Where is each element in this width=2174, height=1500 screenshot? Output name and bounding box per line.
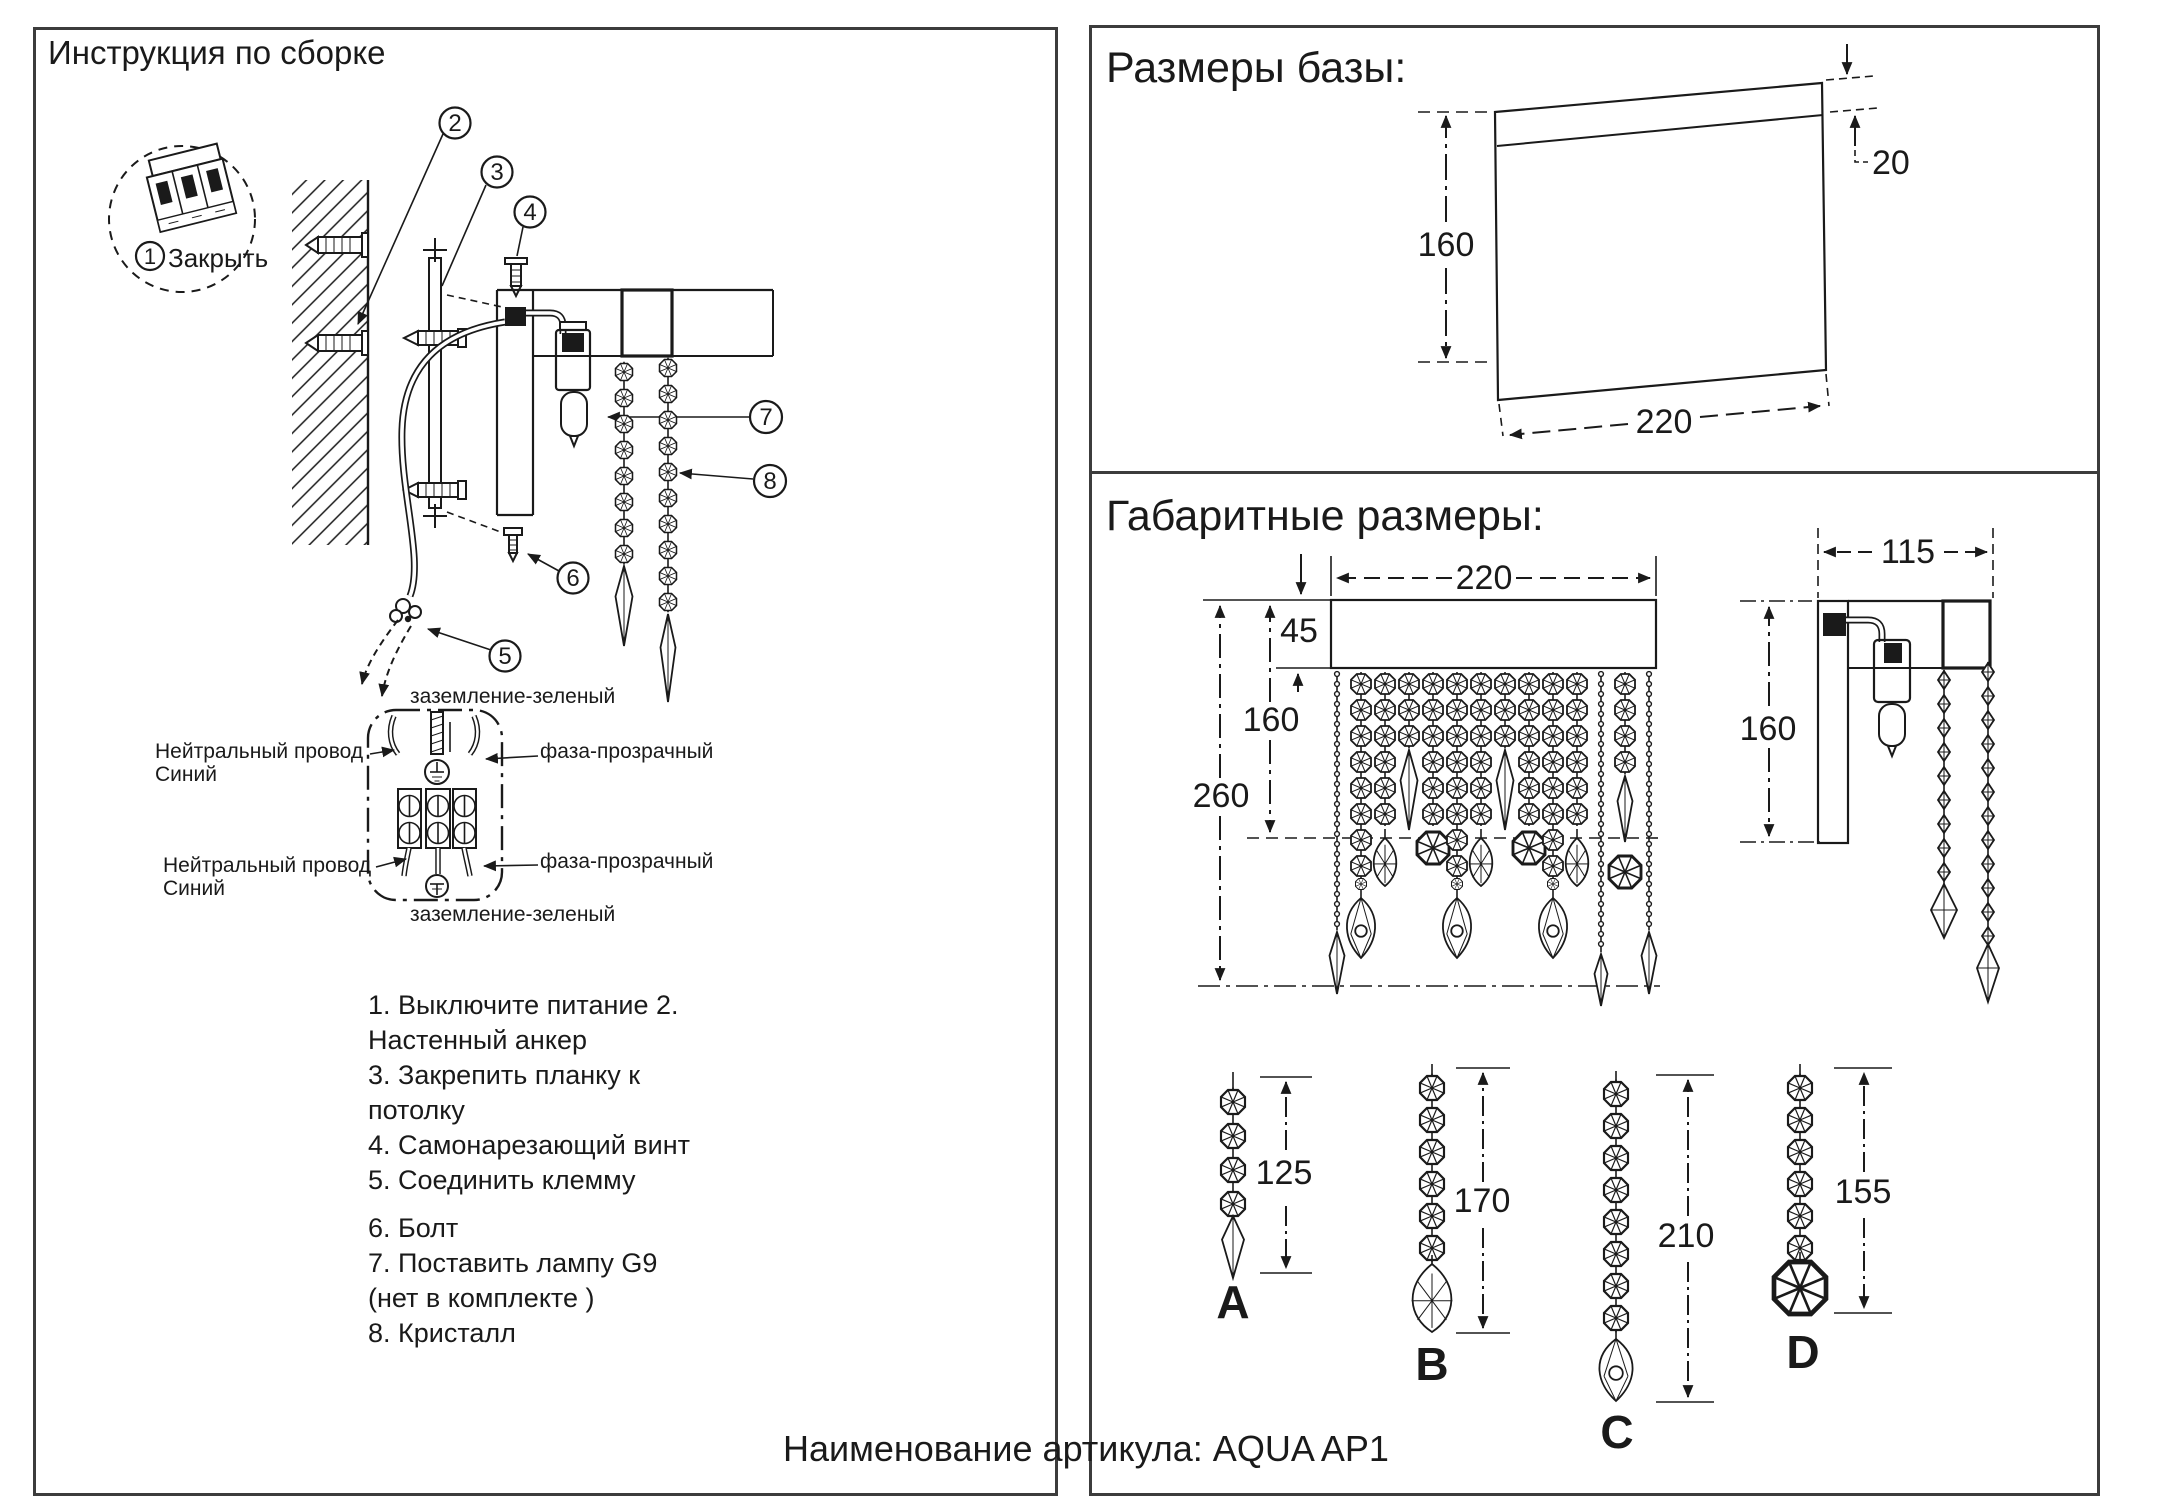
- neutral-wire-label-bottom: [163, 854, 371, 900]
- phase-wire-label-bottom: фаза-прозрачный: [540, 850, 714, 873]
- base-drawing: [1418, 44, 1910, 441]
- crystal-curtain: [1330, 672, 1657, 1006]
- left-panel-title: Инструкция по сборке: [48, 34, 386, 71]
- side-view: [1740, 528, 1999, 1002]
- phase-wire-label-top: фаза-прозрачный: [540, 740, 714, 763]
- power-off-label: Закрыть: [168, 243, 269, 273]
- callout-4: 4: [523, 199, 537, 226]
- step-line: Настенный анкер: [368, 1025, 587, 1055]
- bolt: [504, 528, 522, 561]
- side-crystal-strands: [1931, 662, 1999, 1002]
- strand-d-label: D: [1786, 1326, 1820, 1378]
- step-line: 1. Выключите питание 2.: [368, 990, 679, 1020]
- neutral-wire-line1: Нейтральный провод: [163, 854, 372, 877]
- assembly-steps-list: [368, 988, 690, 1351]
- front-total-height-dim: 260: [1192, 777, 1250, 815]
- front-base-height-dim: 45: [1280, 612, 1318, 650]
- step-line: 7. Поставить лампу G9: [368, 1248, 658, 1278]
- callout-3: 3: [490, 159, 504, 186]
- neutral-wire-line2: Синий: [163, 877, 225, 900]
- callout-6: 6: [566, 565, 580, 592]
- strand-c-label: C: [1600, 1406, 1634, 1458]
- side-depth-dim: 115: [1880, 533, 1936, 571]
- base-height-dim: 160: [1417, 226, 1475, 264]
- callout-1: 1: [143, 244, 157, 269]
- g9-bulb: [561, 392, 587, 446]
- strand-c-length: 210: [1657, 1217, 1715, 1255]
- base-thickness-dim: 20: [1872, 144, 1910, 182]
- strand-a-length: 125: [1255, 1154, 1313, 1192]
- base-width-dim: 220: [1635, 403, 1693, 441]
- base-section-title: Размеры базы:: [1106, 44, 1407, 92]
- side-height-dim: 160: [1739, 710, 1797, 748]
- strand-d-length: 155: [1834, 1173, 1892, 1211]
- article-name: Наименование артикула: AQUA AP1: [783, 1428, 1389, 1469]
- wall: [292, 180, 368, 545]
- neutral-wire-label-top: [155, 740, 363, 786]
- strand-a-label: A: [1216, 1276, 1250, 1328]
- ground-wire-label-bottom: заземление-зеленый: [410, 903, 616, 926]
- neutral-wire-line2: Синий: [155, 763, 217, 786]
- ground-wire-label-top: заземление-зеленый: [410, 685, 616, 708]
- step-line: потолку: [368, 1095, 465, 1125]
- circuit-breaker-icon: [143, 143, 236, 232]
- strand-figures: [1216, 1064, 1892, 1458]
- step-line: (нет в комплекте ): [368, 1283, 595, 1313]
- assembly-crystal-strands: [616, 358, 677, 702]
- strand-b-length: 170: [1453, 1182, 1511, 1220]
- step-line: 3. Закрепить планку к: [368, 1060, 641, 1090]
- front-width-dim: 220: [1455, 559, 1513, 597]
- front-view: [1193, 554, 1660, 1006]
- neutral-wire-line1: Нейтральный провод: [155, 740, 364, 763]
- strand-b-label: B: [1415, 1338, 1449, 1390]
- self-tapping-screw: [404, 481, 466, 499]
- callout-2: 2: [448, 110, 462, 137]
- overall-section-title: Габаритные размеры:: [1106, 492, 1544, 540]
- front-strand-drop-dim: 160: [1242, 701, 1300, 739]
- step-line: 5. Соединить клемму: [368, 1165, 636, 1195]
- step-line: 6. Болт: [368, 1213, 459, 1243]
- callout-7: 7: [759, 404, 773, 431]
- wire-knot: [362, 599, 421, 696]
- step-line: 4. Самонарезающий винт: [368, 1130, 691, 1160]
- callout-8: 8: [763, 468, 777, 495]
- callout-5: 5: [498, 643, 512, 670]
- step-line: 8. Кристалл: [368, 1318, 516, 1348]
- terminal-block: [368, 710, 538, 900]
